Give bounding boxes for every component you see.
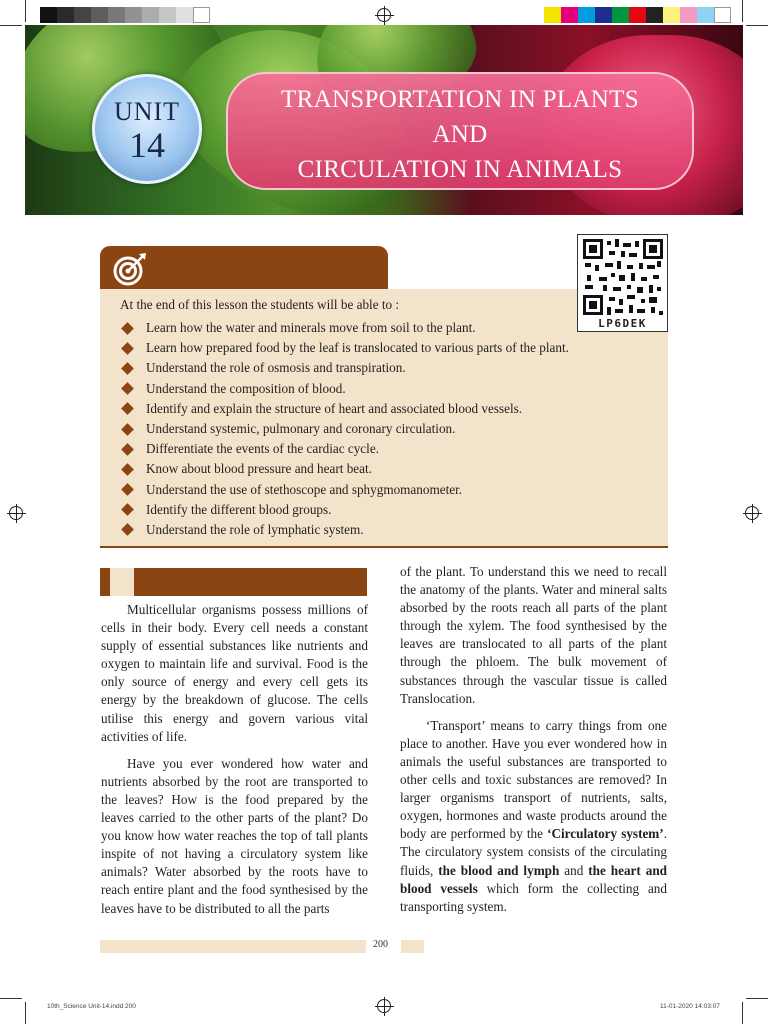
section-heading-accent (110, 568, 134, 596)
crop-mark (742, 0, 743, 22)
objective-item (121, 520, 569, 540)
paragraph-text: ‘Transport’ means to carry things from one place to another. Have you ever wondered how in animals the useful substances are transported to other cells and toxic substances are removed? In larger organisms transport of nutrients, salts, oxygen, hormones and waste products around the body are performed by the (400, 717, 667, 842)
objective-text: Know about blood pressure and heart beat. (146, 461, 372, 477)
section-heading-bar (100, 568, 367, 596)
paragraph-text: . The circulatory system consists of the circulating fluids, (400, 826, 667, 878)
registration-mark-icon (377, 8, 391, 22)
objective-text: Differentiate the events of the cardiac cycle. (146, 441, 379, 457)
paragraph-text: which form the collecting and transporting system. (400, 880, 667, 914)
chapter-title-line: CIRCULATION IN ANIMALS (297, 156, 623, 183)
objective-text: Learn how prepared food by the leaf is translocated to various parts of the plant. (146, 340, 569, 356)
crop-mark (746, 998, 768, 999)
objective-item (121, 439, 569, 459)
bold-term: ‘Circulatory system’ (547, 826, 664, 842)
objective-item (121, 419, 569, 439)
unit-number: 14 (129, 125, 165, 165)
text-column-right (400, 563, 667, 925)
crop-mark (25, 1002, 26, 1024)
objective-item (121, 358, 569, 378)
paragraph: Have you ever wondered how water and nutrients absorbed by the root are transported to the leaves? How is the food prepared by the leaves carried to the other parts of the plant? Do you know how water reaches the top of tall plants inspite of not having a circulatory system like animals? Water absorbed by the roots have to reach entire plant and the food synthesised by the leaves have to be distributed to all the parts (101, 755, 368, 916)
diamond-bullet-icon (121, 463, 134, 476)
diamond-bullet-icon (121, 443, 134, 456)
objective-item (121, 399, 569, 419)
objective-text: Understand the use of stethoscope and sphygmomanometer. (146, 481, 463, 497)
target-icon (112, 251, 148, 287)
objective-text: Learn how the water and minerals move from soil to the plant. (146, 320, 476, 335)
diamond-bullet-icon (121, 322, 134, 335)
diamond-bullet-icon (121, 503, 134, 516)
crop-mark (0, 998, 22, 999)
crop-mark (746, 25, 768, 26)
text-column-left (101, 601, 368, 927)
bold-term: the blood and lymph (438, 862, 560, 878)
diamond-bullet-icon (121, 402, 134, 415)
objective-text: Understand the role of osmosis and transpiration. (146, 360, 406, 376)
footer-bar-right (401, 940, 424, 953)
objective-item (121, 338, 569, 358)
objective-item (121, 318, 569, 338)
registration-mark-icon (377, 999, 391, 1013)
unit-label: UNIT (113, 97, 181, 126)
bold-term: the heart and blood vessels (400, 862, 667, 896)
objective-text: Identify the different blood groups. (146, 501, 332, 517)
crop-mark (742, 1002, 743, 1024)
objective-item (121, 480, 569, 500)
chapter-title-line: AND (432, 121, 488, 148)
page-number: 200 (373, 939, 388, 950)
objectives-list (121, 318, 569, 540)
qr-code-label: LP6DEK (598, 317, 647, 330)
diamond-bullet-icon (121, 382, 134, 395)
diamond-bullet-icon (121, 342, 134, 355)
paragraph-text: and (559, 862, 589, 878)
objective-text: Understand the composition of blood. (146, 380, 346, 396)
grayscale-color-bar (40, 7, 210, 23)
registration-mark-icon (745, 506, 759, 520)
paragraph: of the plant. To understand this we need to recall the anatomy of the plants. Water and mineral salts absorbed by the roots reach all parts of the plant through the xylem. The food synthesised by the leaves are translocated to all parts of the plant through the phloem. The bulk movement of substances through the vascular tissue is called Translocation. (400, 564, 667, 706)
objectives-intro: At the end of this lesson the students will be able to : (120, 297, 400, 312)
diamond-bullet-icon (121, 362, 134, 375)
qr-code-icon (583, 239, 663, 315)
qr-code[interactable] (577, 234, 668, 332)
diamond-bullet-icon (121, 524, 134, 537)
diamond-bullet-icon (121, 423, 134, 436)
chapter-title-line: TRANSPORTATION IN PLANTS (281, 86, 639, 113)
chapter-title (226, 72, 694, 190)
objective-item (121, 379, 569, 399)
diamond-bullet-icon (121, 483, 134, 496)
objective-item (121, 500, 569, 520)
objective-item (121, 459, 569, 479)
file-slug: 10th_Science Unit-14.indd 200 (47, 1003, 136, 1010)
paragraph: Multicellular organisms possess millions of cells in their body. Every cell needs a constant supply of essential substances like nutrients and oxygen to maintain life and survival. Food is the only source of energy and every cell gets its energy by the breakdown of glucose. The cells utilise this energy and govern various vital activities of life. (101, 602, 368, 744)
footer-bar-left (100, 940, 366, 953)
unit-badge (92, 74, 202, 184)
print-timestamp: 11-01-2020 14:03:07 (660, 1003, 720, 1010)
paragraph (400, 717, 667, 916)
cmyk-color-bar (544, 7, 731, 23)
objective-text: Understand the role of lymphatic system. (146, 521, 364, 537)
crop-mark (0, 25, 22, 26)
registration-mark-icon (9, 506, 23, 520)
objective-text: Understand systemic, pulmonary and coronary circulation. (146, 420, 456, 436)
crop-mark (25, 0, 26, 22)
objective-text: Identify and explain the structure of heart and associated blood vessels. (146, 400, 523, 416)
